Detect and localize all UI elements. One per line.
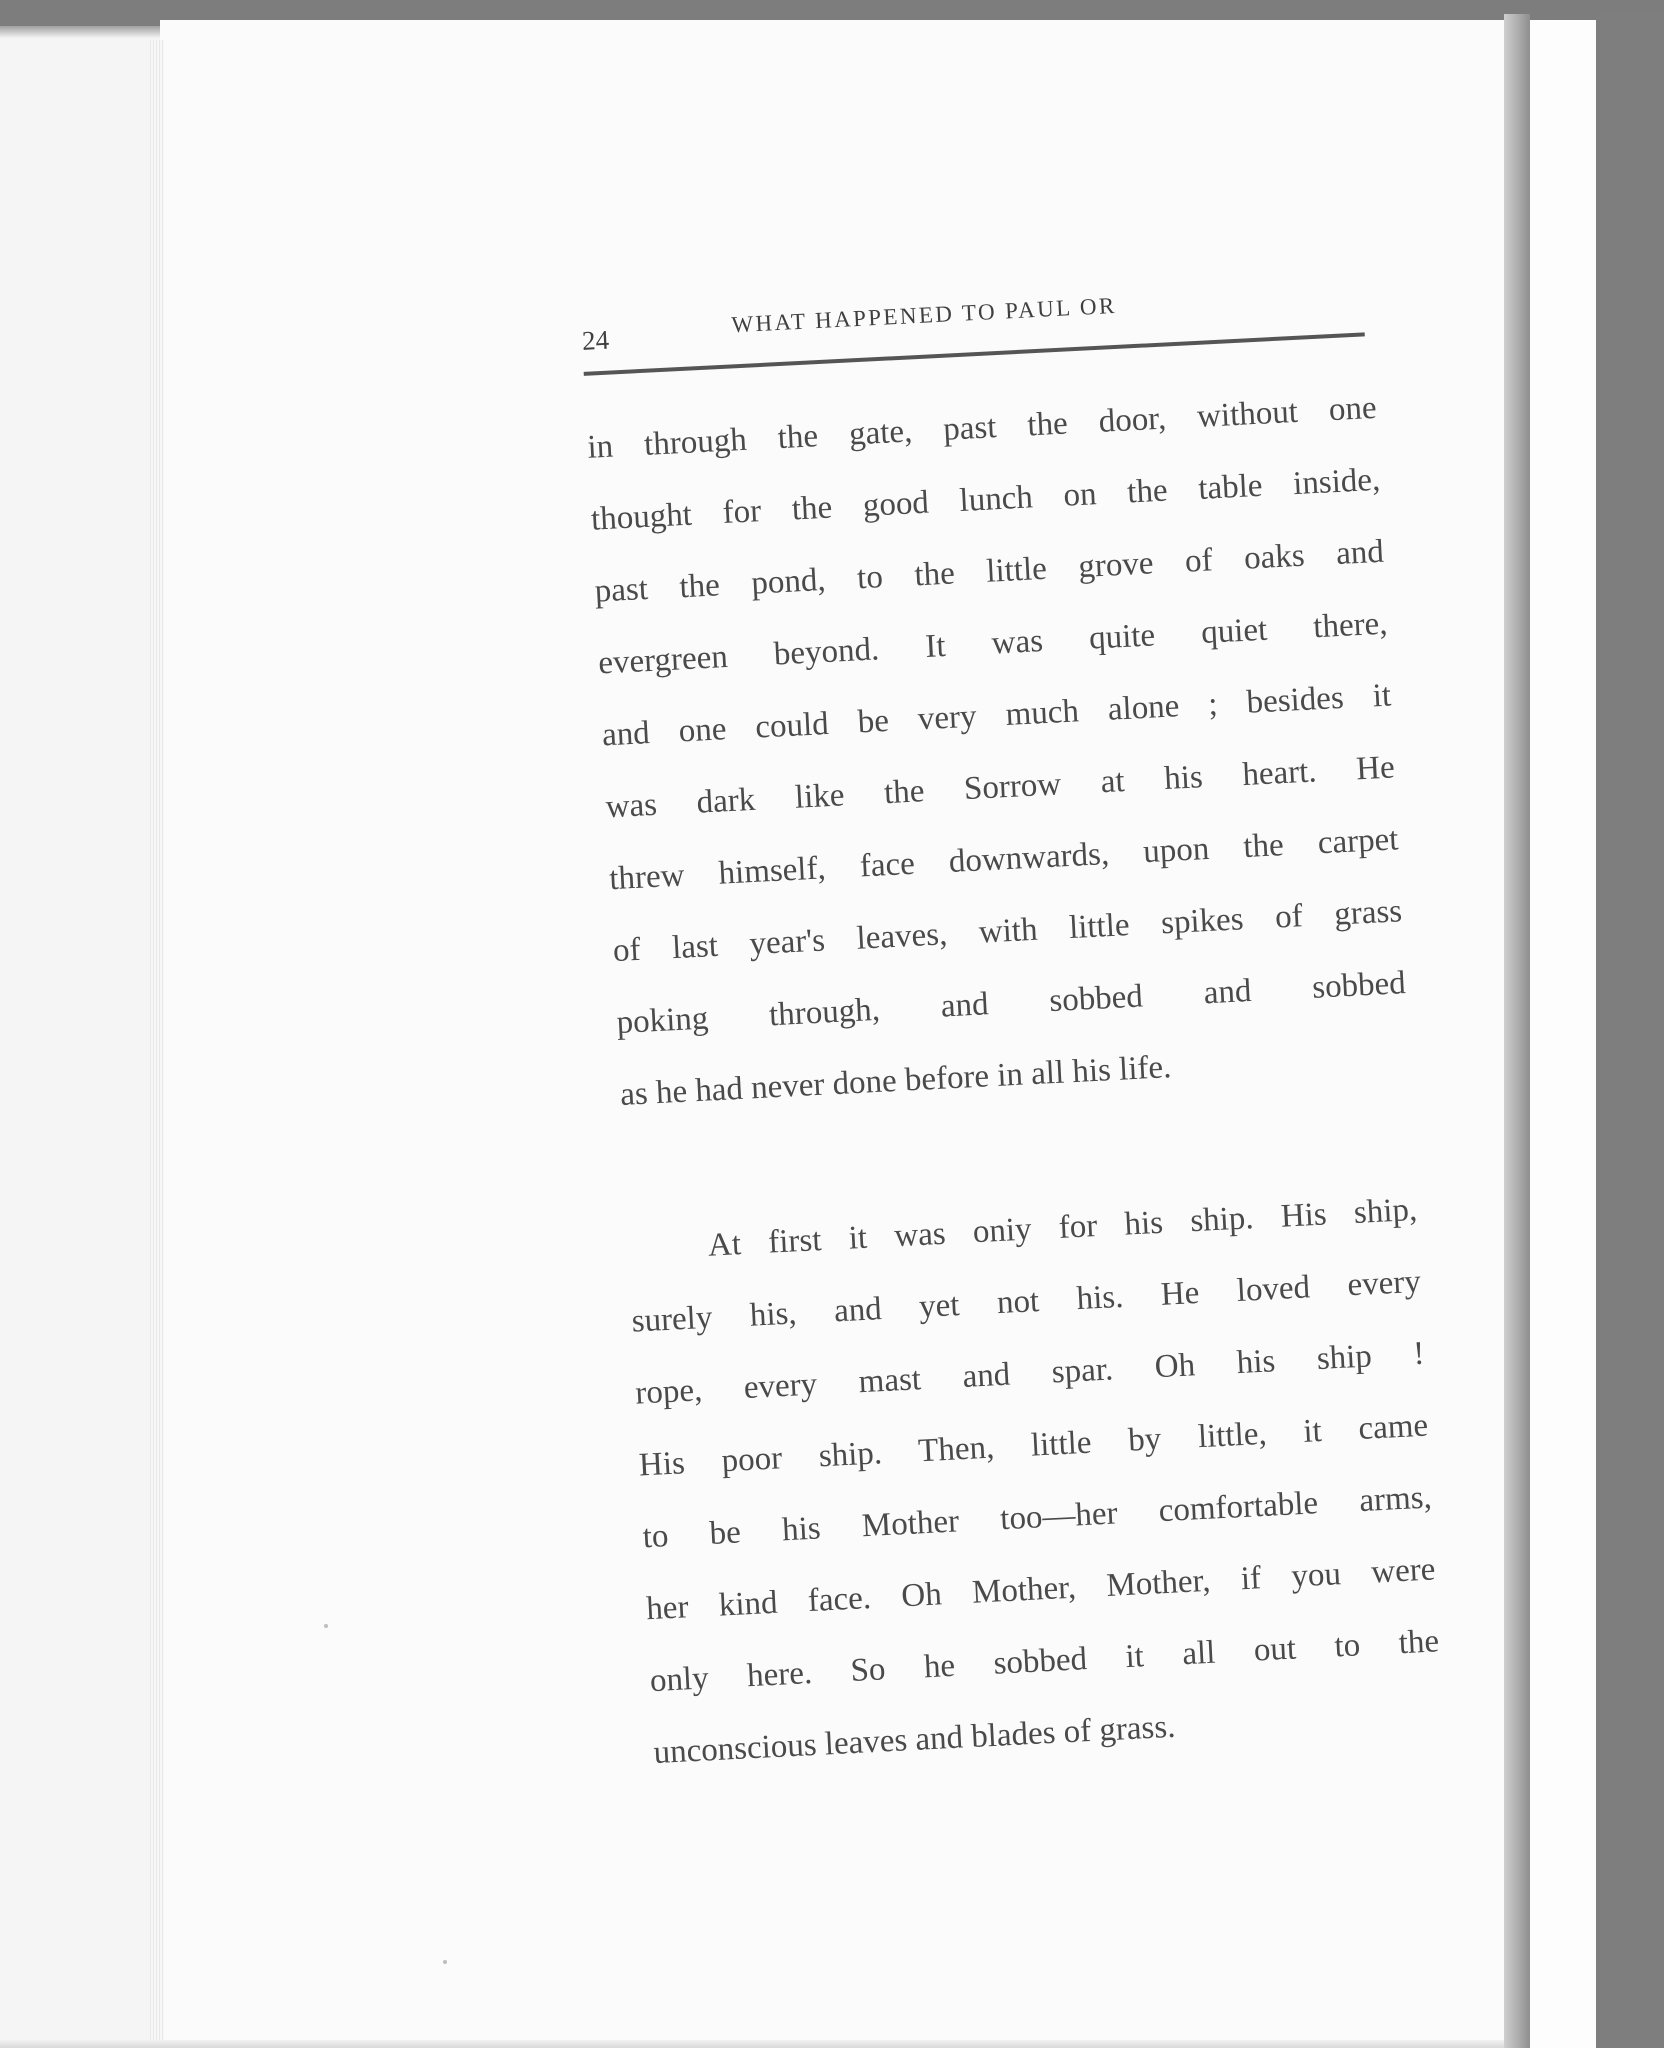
text-line: unconscious leaves and blades of grass.: [652, 1708, 1177, 1772]
paper-speck: [324, 1624, 328, 1628]
text-line: and one could be very much alone ; besides it: [601, 677, 1392, 754]
text-line: to be his Mother too—her comfortable arms,: [641, 1479, 1433, 1556]
paper-speck: [443, 1960, 447, 1964]
text-line: of last year's leaves, with little spikes of grass: [612, 893, 1403, 970]
text-line: poking through, and sobbed and sobbed: [615, 965, 1407, 1042]
text-line: thought for the good lunch on the table inside,: [590, 461, 1382, 538]
text-line: rope, every mast and spar. Oh his ship !: [634, 1335, 1426, 1412]
text-line: threw himself, face downwards, upon the carpet: [608, 821, 1400, 898]
text-line: as he had never done before in all his life.: [619, 1049, 1173, 1113]
text-line: surely his, and yet not his. He loved every: [630, 1263, 1422, 1340]
text-line: His poor ship. Then, little by little, it came: [638, 1407, 1429, 1484]
page-text-block: [580, 260, 1453, 1772]
text-line: past the pond, to the little grove of oaks and: [593, 533, 1385, 610]
text-line: in through the gate, past the door, without one: [586, 389, 1378, 466]
text-line: At first it was oniy for his ship. His ship,: [707, 1191, 1419, 1264]
text-line: was dark like the Sorrow at his heart. He: [604, 749, 1396, 826]
scan-right-border: [1596, 14, 1664, 2048]
page-stack-edges: [150, 40, 164, 2048]
running-head: WHAT HAPPENED TO PAUL OR: [730, 292, 1118, 338]
text-line: her kind face. Oh Mother, Mother, if you were: [645, 1551, 1437, 1628]
facing-page-sliver: [1530, 20, 1596, 2048]
page-gutter-shadow: [1504, 14, 1530, 2048]
text-line: evergreen beyond. It was quite quiet there,: [597, 605, 1389, 682]
paragraph-2: [626, 1174, 1444, 1789]
paragraph-1: [586, 372, 1411, 1131]
text-line: only here. So he sobbed it all out to the: [649, 1623, 1440, 1700]
scan-bottom-shadow: [0, 2040, 1504, 2048]
page-number: 24: [581, 324, 610, 356]
